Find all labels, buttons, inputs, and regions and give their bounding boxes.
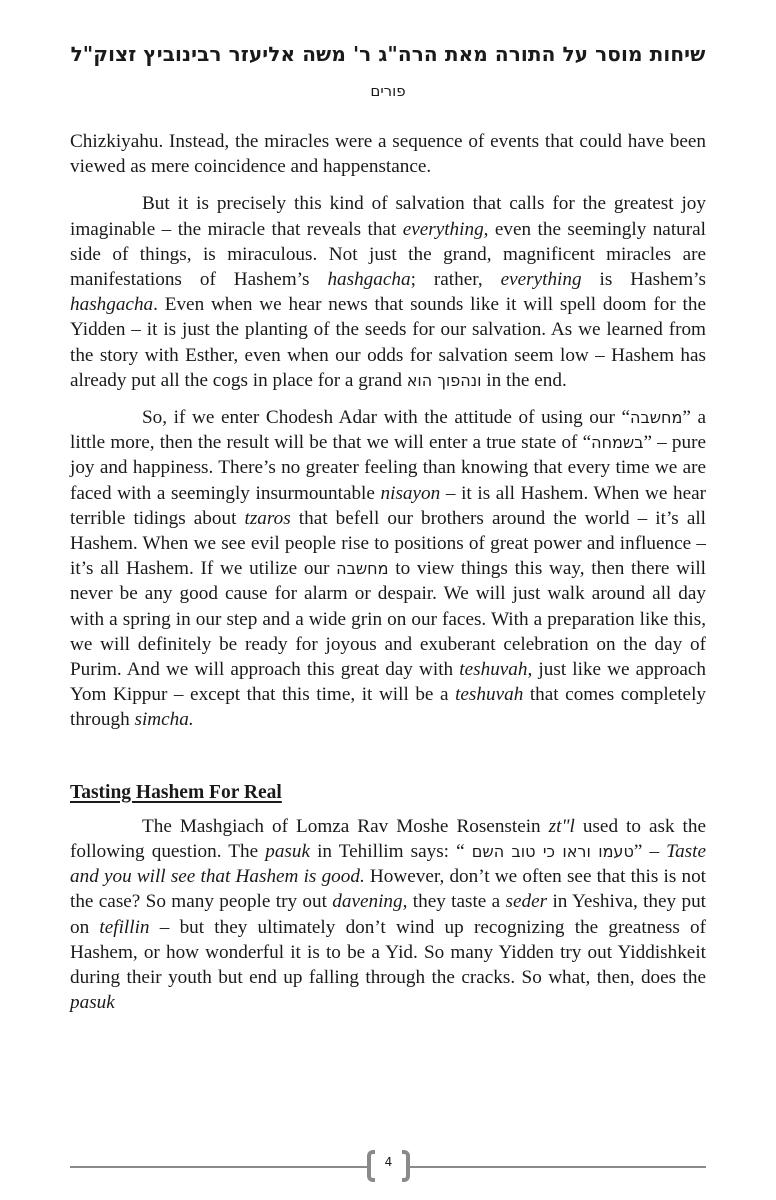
text-run: , just like we approach Yom Kippur – except that this time, it will be a (70, 659, 706, 706)
text-run: that comes completely through (70, 684, 706, 731)
hebrew-quote: טעמו וראו כי טוב השם (471, 842, 634, 862)
text-run: in the end. (481, 369, 567, 391)
text-run: – it is all Hashem. When we hear terrible tidings about (70, 482, 706, 529)
paragraph-mashgiach-question (70, 814, 706, 1016)
text-run: But it is precisely this kind of salvation that calls for the greatest joy imaginable – the miracle that reveals that (70, 193, 706, 240)
paragraph-chodesh-adar (70, 405, 706, 733)
italic-term: seder (505, 891, 548, 913)
text-run: ” – pure joy and happiness. There’s no greater feeling than knowing that every time we are faced with a seemingly insurmountable (70, 432, 706, 504)
italic-term: pasuk (265, 841, 310, 863)
text-run: , even the seemingly natural side of things, is miraculous. Not just the grand, magnificent miracles are manifestations of Hashem’s (70, 218, 706, 291)
open-bracket-icon (367, 1150, 375, 1182)
italic-term: everything (402, 218, 484, 240)
text-run: in Tehillim says: “ (310, 841, 472, 863)
text-run: used to ask the following question. The (70, 815, 706, 863)
italic-term: simcha. (134, 709, 194, 731)
paragraph-salvation-joy (70, 191, 706, 393)
body-text (70, 129, 706, 1016)
text-run: ” – (633, 841, 667, 863)
book-title: שיחות מוסר על התורה מאת הרה"ג ר' משה אליעזר רבינוביץ זצוק"ל (70, 42, 706, 66)
text-run: that befell our brothers around the world – it’s all Hashem. When we see evil people rise to positions of great power and influence – it’s all Hashem. If we utilize our (70, 507, 706, 580)
text-run: in Yeshiva, they put on (70, 891, 706, 938)
paragraph-continued (70, 129, 706, 179)
italic-term: tzaros (244, 507, 291, 529)
close-bracket-icon (402, 1150, 410, 1182)
italic-term: nisayon (380, 482, 441, 504)
italic-translation: Taste and you will see that Hashem is good. (70, 841, 706, 888)
section-heading: Tasting Hashem For Real (70, 781, 282, 803)
text-run: ; rather, (410, 269, 501, 291)
hebrew-phrase: בשמחה (591, 433, 644, 453)
italic-term: zt"l (548, 815, 575, 837)
footer-rule-left (70, 1166, 368, 1168)
paragraph-text: Chizkiyahu. Instead, the miracles were a sequence of events that could have been viewed as mere coincidence and happenstance. (70, 131, 706, 178)
italic-term: hashgacha (70, 294, 154, 316)
footer-rule-right (410, 1166, 706, 1168)
italic-term: davening (332, 891, 403, 913)
hebrew-phrase: מחשבה (336, 559, 389, 579)
text-run: So, if we enter Chodesh Adar with the attitude of using our “ (142, 407, 630, 429)
text-run: is Hashem’s (581, 269, 706, 291)
text-run: – but they ultimately don’t wind up recognizing the greatness of Hashem, or how wonderful it is to be a Yid. So many Yidden try out Yiddishkeit during their youth but end up falling through the cracks. So what, then, does the (70, 916, 706, 989)
text-run: , they taste a (402, 891, 506, 913)
italic-term: teshuvah (455, 684, 524, 706)
running-header (70, 40, 706, 102)
text-run: . Even when we hear news that sounds like it will spell doom for the Yidden – it is just the planting of the seeds for our salvation. As we learned from the story with Esther, even when our odds for salvation seem low – Hashem has already put all the cogs in place for a grand (70, 294, 706, 391)
hebrew-phrase: מחשבה (629, 408, 683, 428)
text-run: ” a little more, then the result will be that we will enter a true state of “ (70, 407, 706, 454)
text-run: However, don’t we often see that this is not the case? So many people try out (70, 866, 706, 913)
italic-term: teshuvah (459, 659, 528, 681)
italic-term: hashgacha (327, 269, 411, 291)
chapter-title: פורים (370, 82, 406, 100)
page-footer (70, 1150, 706, 1184)
hebrew-phrase: ונהפוך הוא (406, 370, 482, 390)
page-number: 4 (384, 1155, 393, 1169)
text-run: to view things this way, then there will never be any good cause for alarm or despair. We will just walk around all day with a spring in our step and a wide grin on our faces. With a preparation like this, we will definitely be ready for joyous and exuberant celebration on the day of Purim. And we will approach this great day with (70, 558, 706, 681)
text-run: The Mashgiach of Lomza Rav Moshe Rosenstein (142, 815, 549, 837)
italic-term: everything (500, 269, 582, 291)
italic-term: tefillin (99, 916, 150, 938)
italic-term: pasuk (70, 992, 115, 1014)
